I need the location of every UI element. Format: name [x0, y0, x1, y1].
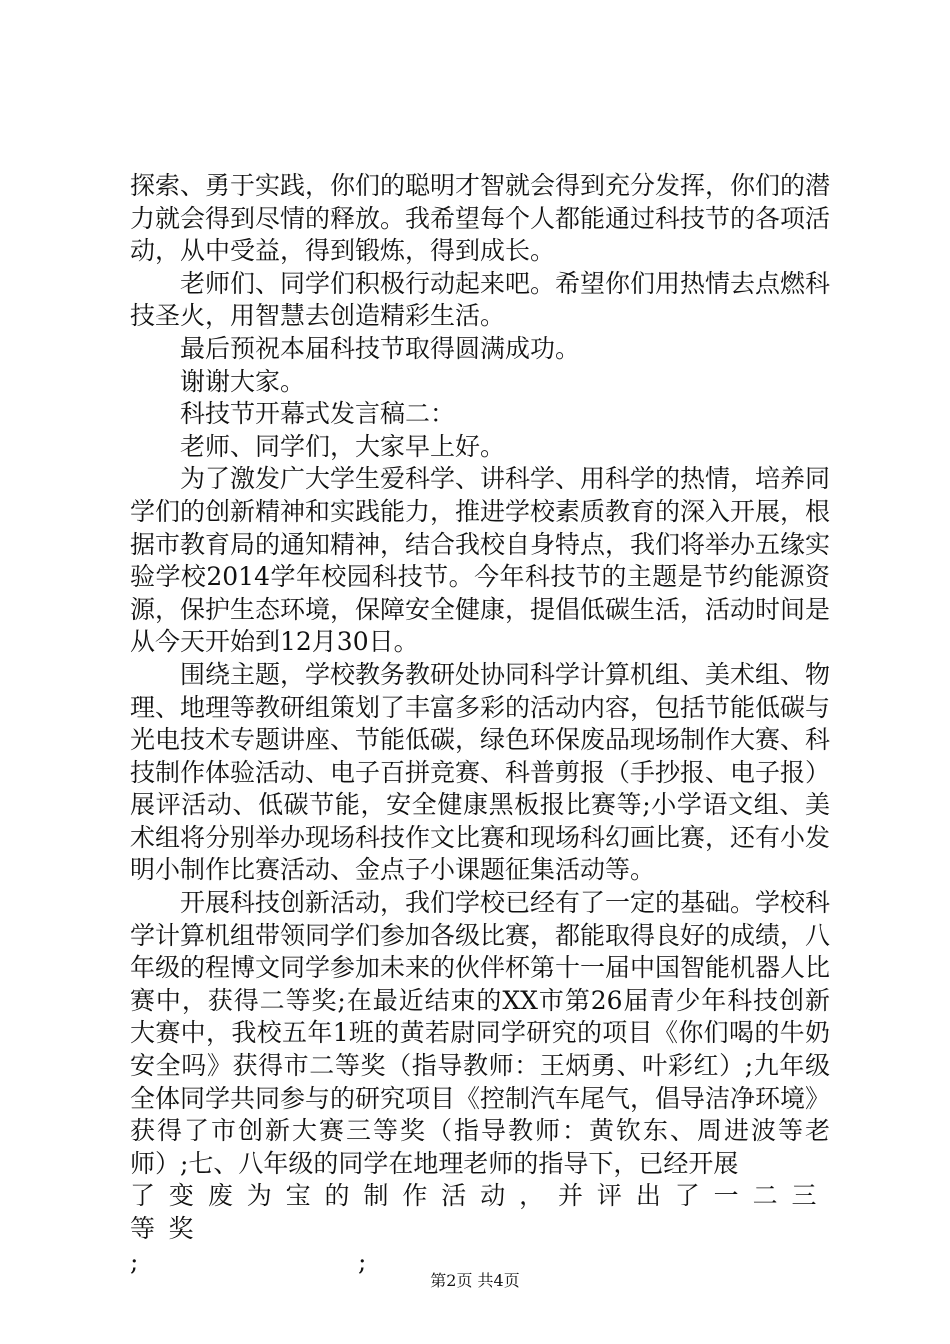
paragraph-5-heading: 科技节开幕式发言稿二：	[180, 399, 456, 429]
page-number: 第2页 共4页	[430, 1271, 520, 1290]
page-footer	[0, 1271, 950, 1291]
semicolon-2: ;	[358, 1246, 367, 1276]
paragraph-4: 谢谢大家。	[180, 366, 306, 396]
paragraph-1: 探索、勇于实践，你们的聪明才智就会得到充分发挥，你们的潜力就会得到尽情的释放。我希望每个人都能通过科技节的各项活动，从中受益，得到锻炼，得到成长。	[130, 171, 831, 266]
paragraph-7: 为了激发广大学生爱科学、讲科学、用科学的热情，培养同学们的创新精神和实践能力，推进学校素质教育的深入开展，根据市教育局的通知精神，结合我校自身特点，我们将举办五缘实验学校2014学年校园科技节。今年科技节的主题是节约能源资源，保护生态环境，保障安全健康，提倡低碳生活，活动时间是从今天开始到12月30日。	[130, 464, 831, 657]
document-body	[130, 170, 830, 1279]
paragraph-9: 开展科技创新活动，我们学校已经有了一定的基础。学校科学计算机组带领同学们参加各级比赛，都能取得良好的成绩，八年级的程博文同学参加未来的伙伴杯第十一届中国智能机器人比赛中，获得二等奖;在最近结束的XX市第26届青少年科技创新大赛中，我校五年1班的黄若尉同学研究的项目《你们喝的牛奶安全吗》获得市二等奖（指导教师：王炳勇、叶彩红）;九年级全体同学共同参与的研究项目《控制汽车尾气，倡导洁净环境》获得了市创新大赛三等奖（指导教师：黄钦东、周进波等老师）;七、八年级的同学在地理老师的指导下，已经开展	[130, 888, 831, 1178]
paragraph-3: 最后预祝本届科技节取得圆满成功。	[180, 333, 581, 363]
paragraph-10-spread-line: 了变废为宝的制作活动，并评出了一二三等奖	[130, 1181, 830, 1243]
semicolon-1: ;	[130, 1246, 139, 1276]
paragraph-2: 老师们、同学们积极行动起来吧。希望你们用热情去点燃科技圣火，用智慧去创造精彩生活。	[130, 268, 831, 331]
paragraph-8: 围绕主题，学校教务教研处协同科学计算机组、美术组、物理、地理等教研组策划了丰富多彩的活动内容，包括节能低碳与光电技术专题讲座、节能低碳，绿色环保废品现场制作大赛、科技制作体验活动、电子百拼竞赛、科普剪报（手抄报、电子报）展评活动、低碳节能，安全健康黑板报比赛等;小学语文组、美术组将分别举办现场科技作文比赛和现场科幻画比赛，还有小发明小制作比赛活动、金点子小课题征集活动等。	[130, 659, 831, 885]
paragraph-6-greeting: 老师、同学们，大家早上好。	[180, 431, 506, 461]
